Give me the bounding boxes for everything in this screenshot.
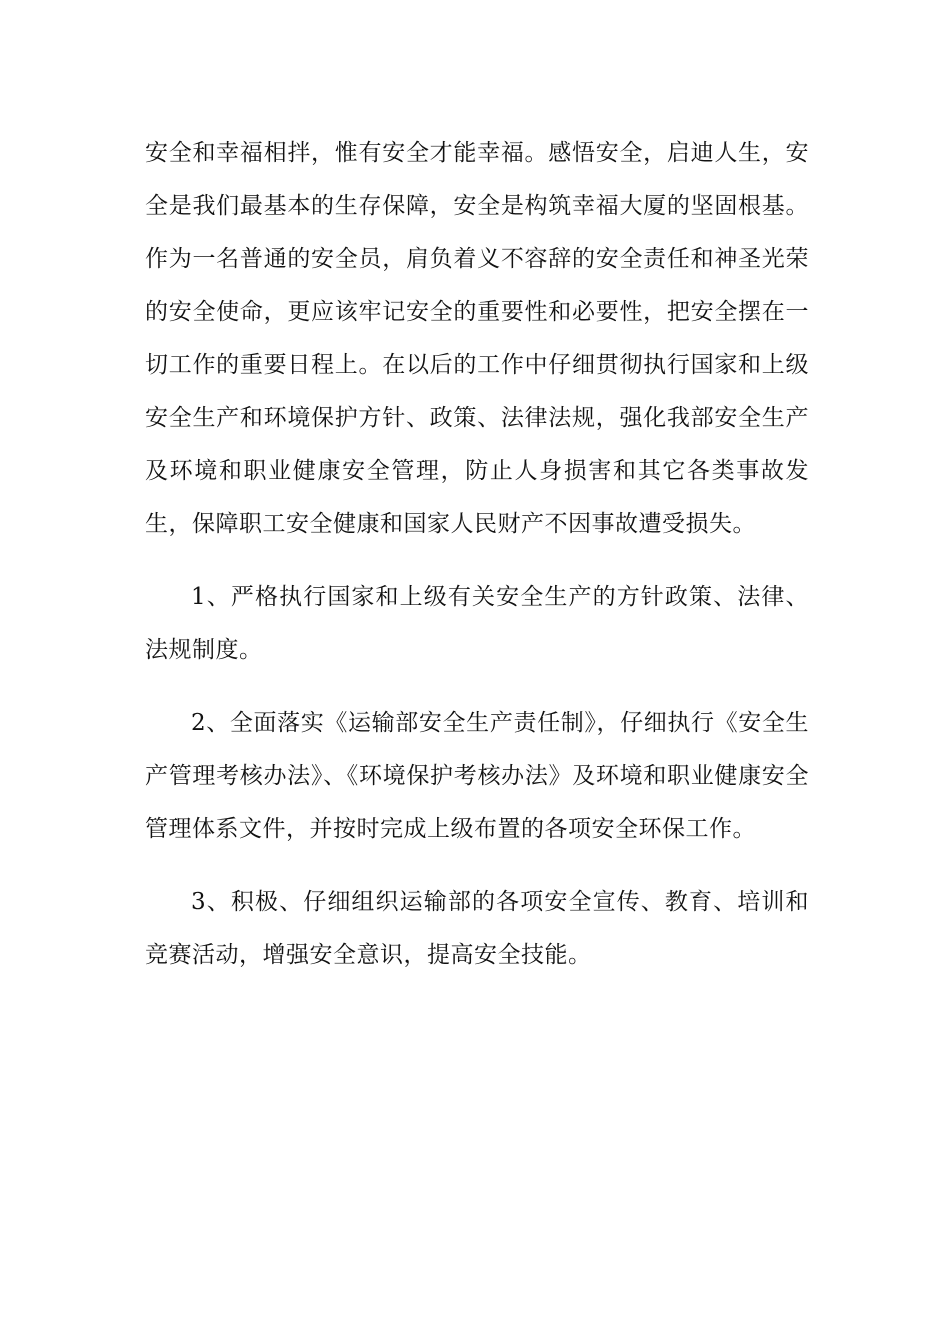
paragraph-intro: 安全和幸福相拌，惟有安全才能幸福。感悟安全，启迪人生，安全是我们最基本的生存保障，安全是构筑幸福大厦的坚固根基。 作为一名普通的安全员，肩负着义不容辞的安全责任和神圣光荣的安全使命，更应该牢记安全的重要性和必要性，把安全摆在一切工作的重要日程上。在以后的工作中仔细贯彻执行国家和上级安全生产和环境保护方针、政策、法律法规，强化我部安全生产及环境和职业健康安全管理，防止人身损害和其它各类事故发生，保障职工安全健康和国家人民财产不因事故遭受损失。	[145, 140, 809, 537]
paragraph-item-2: 2、全面落实《运输部安全生产责任制》，仔细执行《安全生产管理考核办法》、《环境保护考核办法》及环境和职业健康安全管理体系文件，并按时完成上级布置的各项安全环保工作。	[145, 710, 809, 842]
paragraph-item-3: 3、积极、仔细组织运输部的各项安全宣传、教育、培训和竞赛活动，增强安全意识，提高安全技能。	[145, 889, 809, 968]
document-body	[145, 127, 809, 982]
paragraph-item-1: 1、严格执行国家和上级有关安全生产的方针政策、法律、法规制度。	[145, 584, 809, 663]
